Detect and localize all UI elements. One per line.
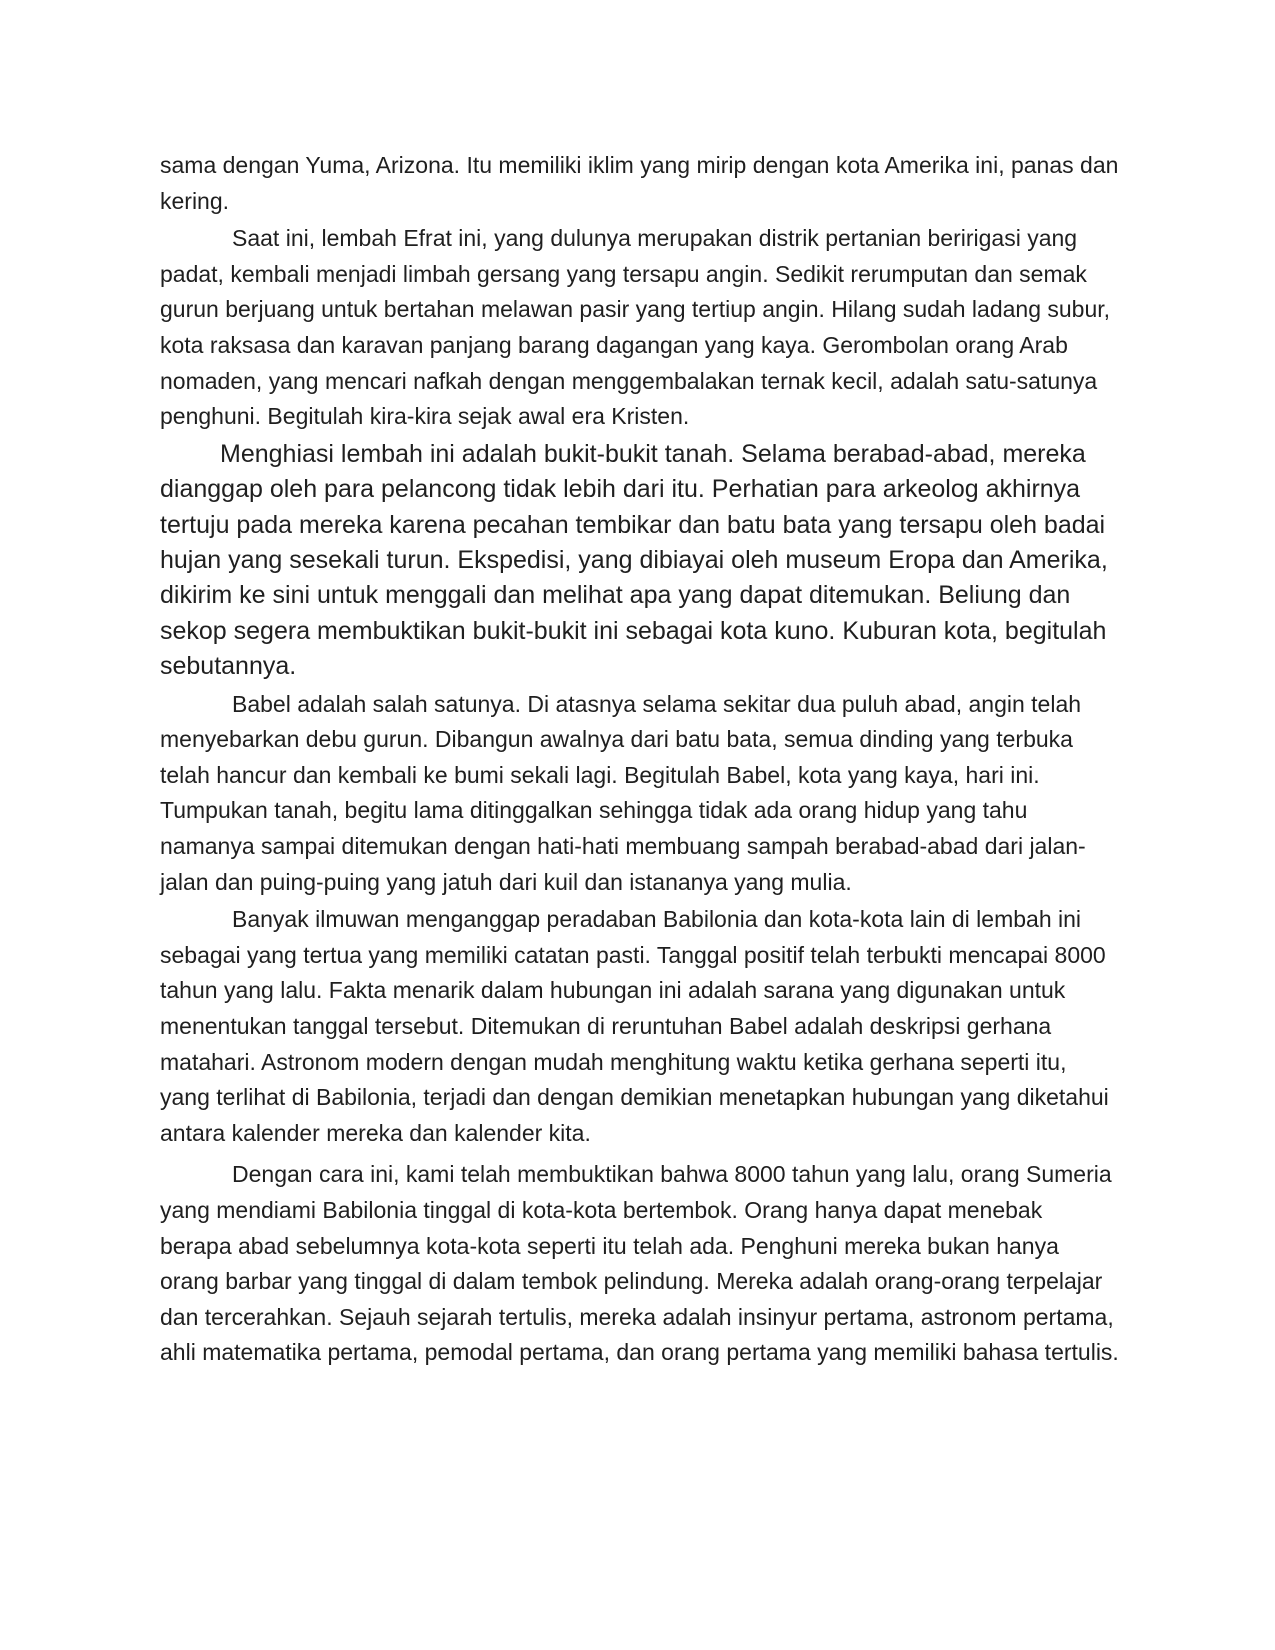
paragraph-1: sama dengan Yuma, Arizona. Itu memiliki iklim yang mirip dengan kota Amerika ini, panas dan kering.	[160, 152, 1119, 214]
paragraph-3: Menghiasi lembah ini adalah bukit-bukit tanah. Selama berabad-abad, mereka dianggap oleh para pelancong tidak lebih dari itu. Perhatian para arkeolog akhirnya tertuju pada mereka karena pecahan tembikar dan batu bata yang tersapu oleh badai hujan yang sesekali turun. Ekspedisi, yang dibiayai oleh museum Eropa dan Amerika, dikirim ke sini untuk menggali dan melihat apa yang dapat ditemukan. Beliung dan sekop segera membuktikan bukit-bukit ini sebagai kota kuno. Kuburan kota, begitulah sebutannya.	[160, 439, 1108, 681]
paragraph-4: Babel adalah salah satunya. Di atasnya selama sekitar dua puluh abad, angin telah menyebarkan debu gurun. Dibangun awalnya dari batu bata, semua dinding yang terbuka telah hancur dan kembali ke bumi sekali lagi. Begitulah Babel, kota yang kaya, hari ini. Tumpukan tanah, begitu lama ditinggalkan sehingga tidak ada orang hidup yang tahu namanya sampai ditemukan dengan hati-hati membuang sampah berabad-abad dari jalan-jalan dan puing-puing yang jatuh dari kuil dan istananya yang mulia.	[160, 690, 1086, 895]
document-body	[160, 148, 1120, 1371]
paragraph-5: Banyak ilmuwan menganggap peradaban Babilonia dan kota-kota lain di lembah ini sebagai yang tertua yang memiliki catatan pasti. Tanggal positif telah terbukti mencapai 8000 tahun yang lalu. Fakta menarik dalam hubungan ini adalah sarana yang digunakan untuk menentukan tanggal tersebut. Ditemukan di reruntuhan Babel adalah deskripsi gerhana matahari. Astronom modern dengan mudah menghitung waktu ketika gerhana seperti itu, yang terlihat di Babilonia, terjadi dan dengan demikian menetapkan hubungan yang diketahui antara kalender mereka dan kalender kita.	[160, 906, 1109, 1146]
paragraph-6: Dengan cara ini, kami telah membuktikan bahwa 8000 tahun yang lalu, orang Sumeria yang mendiami Babilonia tinggal di kota-kota bertembok. Orang hanya dapat menebak berapa abad sebelumnya kota-kota seperti itu telah ada. Penghuni mereka bukan hanya orang barbar yang tinggal di dalam tembok pelindung. Mereka adalah orang-orang terpelajar dan tercerahkan. Sejauh sejarah tertulis, mereka adalah insinyur pertama, astronom pertama, ahli matematika pertama, pemodal pertama, dan orang pertama yang memiliki bahasa tertulis.	[160, 1161, 1119, 1366]
paragraph-2: Saat ini, lembah Efrat ini, yang dulunya merupakan distrik pertanian beririgasi yang padat, kembali menjadi limbah gersang yang tersapu angin. Sedikit rerumputan dan semak gurun berjuang untuk bertahan melawan pasir yang tertiup angin. Hilang sudah ladang subur, kota raksasa dan karavan panjang barang dagangan yang kaya. Gerombolan orang Arab nomaden, yang mencari nafkah dengan menggembalakan ternak kecil, adalah satu-satunya penghuni. Begitulah kira-kira sejak awal era Kristen.	[160, 225, 1111, 430]
